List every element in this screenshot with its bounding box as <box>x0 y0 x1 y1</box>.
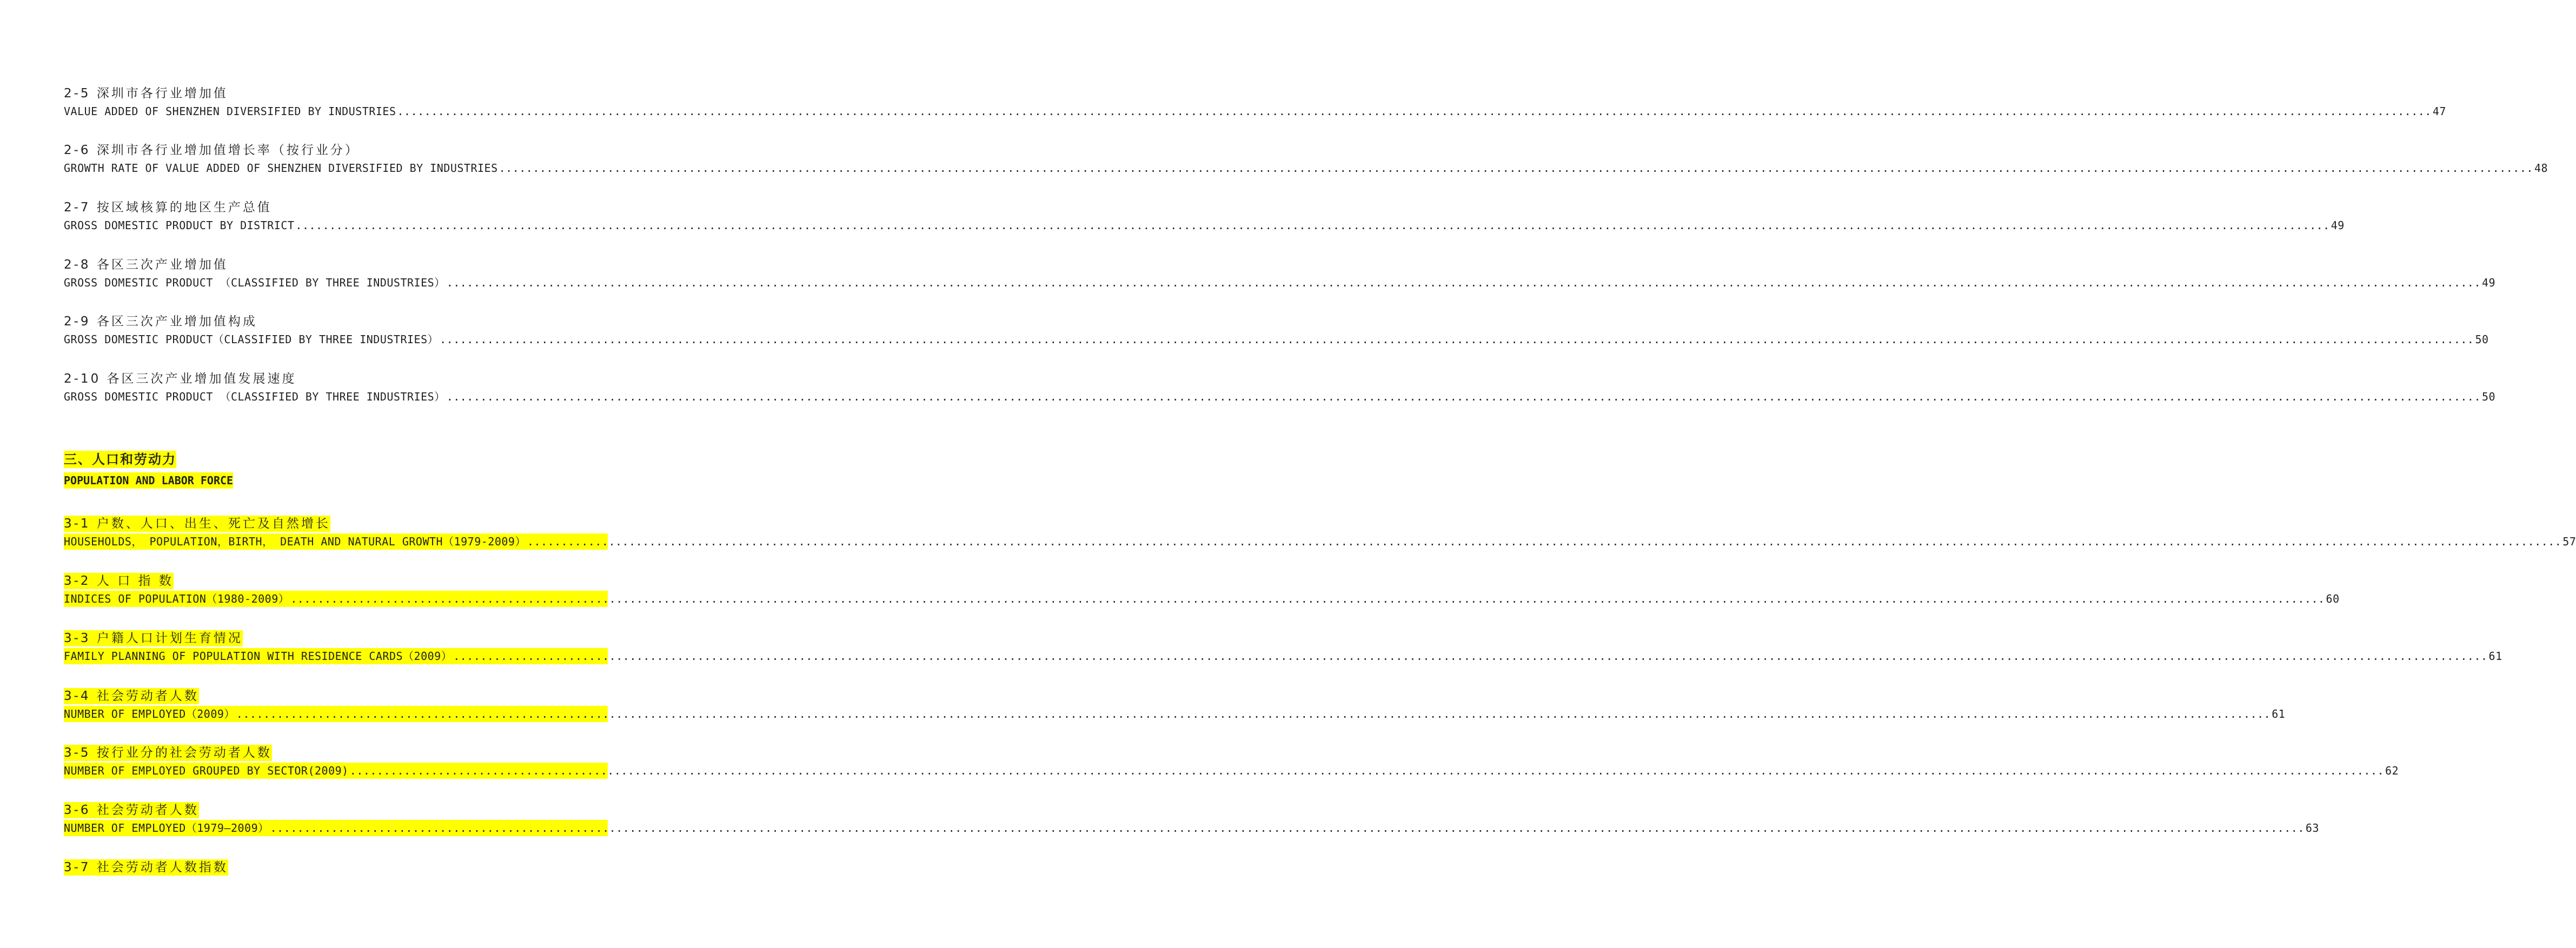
toc-entry-cn-title: 2-10 各区三次产业增加值发展速度 <box>64 372 297 386</box>
toc-entry-2-6[interactable] <box>64 142 2548 176</box>
dot-leader: ............................................................................................................................................................................................................................................................................................................ <box>290 592 2325 605</box>
dot-leader: ............................................................................................................................................................................................................................................................................................................ <box>397 105 2432 118</box>
toc-entry-en-title: NUMBER OF EMPLOYED GROUPED BY SECTOR(2009) <box>64 764 349 777</box>
toc-entry-en-line <box>64 706 2286 722</box>
toc-entry-2-7[interactable] <box>64 199 2345 233</box>
toc-entry-cn-title: 2-5 深圳市各行业增加值 <box>64 86 228 101</box>
toc-entry-page-number: 57 <box>2562 535 2576 548</box>
dot-leader: ............................................................................................................................................................................................................................................................................................................ <box>440 333 2474 346</box>
toc-entry-en-line <box>64 275 2496 291</box>
section-title-cn: 三、人口和劳动力 <box>64 452 176 467</box>
toc-entry-page-number: 61 <box>2488 650 2502 663</box>
dot-leader: ............................................................................................................................................................................................................................................................................................................ <box>453 650 2488 663</box>
toc-entry-cn-title: 2-7 按区域核算的地区生产总值 <box>64 201 272 215</box>
section-title-en: POPULATION AND LABOR FORCE <box>64 472 233 489</box>
toc-entry-cn-title: 3-3 户籍人口计划生育情况 <box>64 631 243 645</box>
toc-entry-cn-title: 2-9 各区三次产业增加值构成 <box>64 315 257 329</box>
toc-entry-page-number: 60 <box>2326 592 2340 605</box>
toc-entry-page-number: 50 <box>2482 390 2496 403</box>
toc-entry-page-number: 49 <box>2331 219 2345 232</box>
toc-entry-page-number: 49 <box>2482 276 2496 289</box>
toc-entry-3-7[interactable] <box>64 859 608 876</box>
dot-leader: ............................................................................................................................................................................................................................................................................................................ <box>270 822 2305 834</box>
toc-entry-en-title: GROSS DOMESTIC PRODUCT BY DISTRICT <box>64 219 295 232</box>
toc-entry-page-number: 61 <box>2272 707 2286 720</box>
toc-entry-2-9[interactable] <box>64 313 2489 348</box>
toc-entry-3-3[interactable] <box>64 630 2502 664</box>
toc-entry-cn-title: 3-1 户数、人口、出生、死亡及自然增长 <box>64 517 330 531</box>
dot-leader: ............................................................................................................................................................................................................................................................................................................ <box>446 276 2481 289</box>
dot-leader: ............................................................................................................................................................................................................................................................................................................ <box>295 219 2330 232</box>
toc-entry-page-number: 63 <box>2305 822 2320 834</box>
dot-leader: ............................................................................................................................................................................................................................................................................................................ <box>499 162 2533 175</box>
toc-entry-en-line <box>64 389 2496 405</box>
toc-entry-en-title: VALUE ADDED OF SHENZHEN DIVERSIFIED BY INDUSTRIES <box>64 105 396 118</box>
toc-entry-3-6[interactable] <box>64 802 2320 836</box>
toc-entry-en-line <box>64 763 2399 779</box>
toc-entry-page-number: 62 <box>2385 764 2399 777</box>
toc-entry-en-title: HOUSEHOLDS， POPULATION，BIRTH， DEATH AND NATURAL GROWTH（1979-2009） <box>64 535 526 548</box>
toc-entry-cn-title: 3-4 社会劳动者人数 <box>64 689 199 703</box>
toc-entry-2-5[interactable] <box>64 85 2446 119</box>
toc-entry-en-line <box>64 331 2489 348</box>
toc-entry-en-line <box>64 533 2576 550</box>
toc-entry-en-line <box>64 648 2502 664</box>
toc-entry-en-title: GROSS DOMESTIC PRODUCT （CLASSIFIED BY THREE INDUSTRIES） <box>64 390 446 403</box>
toc-entry-en-line <box>64 217 2345 233</box>
toc-entry-en-title: NUMBER OF EMPLOYED（2009） <box>64 707 235 720</box>
toc-entry-3-5[interactable] <box>64 745 2399 779</box>
toc-entry-3-4[interactable] <box>64 688 2286 722</box>
toc-entry-2-8[interactable] <box>64 257 2496 291</box>
toc-entry-en-title: INDICES OF POPULATION（1980-2009） <box>64 592 290 605</box>
toc-entry-cn-title: 3-5 按行业分的社会劳动者人数 <box>64 746 272 760</box>
toc-entry-page-number: 47 <box>2432 105 2446 118</box>
toc-entry-en-title: GROWTH RATE OF VALUE ADDED OF SHENZHEN DIVERSIFIED BY INDUSTRIES <box>64 162 498 175</box>
dot-leader: ............................................................................................................................................................................................................................................................................................................ <box>527 535 2562 548</box>
toc-entry-en-title: GROSS DOMESTIC PRODUCT（CLASSIFIED BY THREE INDUSTRIES） <box>64 333 439 346</box>
toc-entry-page-number: 50 <box>2475 333 2489 346</box>
section-heading[interactable] <box>64 451 233 489</box>
toc-entry-en-line <box>64 591 2340 607</box>
dot-leader: ............................................................................................................................................................................................................................................................................................................ <box>236 707 2271 720</box>
toc-entry-en-line <box>64 160 2548 176</box>
toc-entry-cn-title: 2-8 各区三次产业增加值 <box>64 258 228 272</box>
dot-leader: ............................................................................................................................................................................................................................................................................................................ <box>349 764 2385 777</box>
toc-entry-cn-title: 2-6 深圳市各行业增加值增长率（按行业分） <box>64 143 360 157</box>
toc-entry-en-title: FAMILY PLANNING OF POPULATION WITH RESIDENCE CARDS（2009） <box>64 650 453 663</box>
toc-entry-cn-title: 3-7 社会劳动者人数指数 <box>64 860 228 874</box>
toc-entry-cn-title: 3-6 社会劳动者人数 <box>64 803 199 817</box>
toc-entry-en-title: NUMBER OF EMPLOYED（1979—2009） <box>64 822 269 834</box>
toc-entry-3-1[interactable] <box>64 516 2576 550</box>
toc-entry-en-line <box>64 103 2446 119</box>
toc-entry-page-number: 48 <box>2534 162 2548 175</box>
toc-entry-en-title: GROSS DOMESTIC PRODUCT （CLASSIFIED BY THREE INDUSTRIES） <box>64 276 446 289</box>
toc-entry-en-line <box>64 820 2320 836</box>
dot-leader: ............................................................................................................................................................................................................................................................................................................ <box>446 390 2481 403</box>
toc-entry-2-10[interactable] <box>64 371 2496 405</box>
toc-entry-3-2[interactable] <box>64 573 2340 607</box>
toc-entry-cn-title: 3-2 人 口 指 数 <box>64 574 174 588</box>
